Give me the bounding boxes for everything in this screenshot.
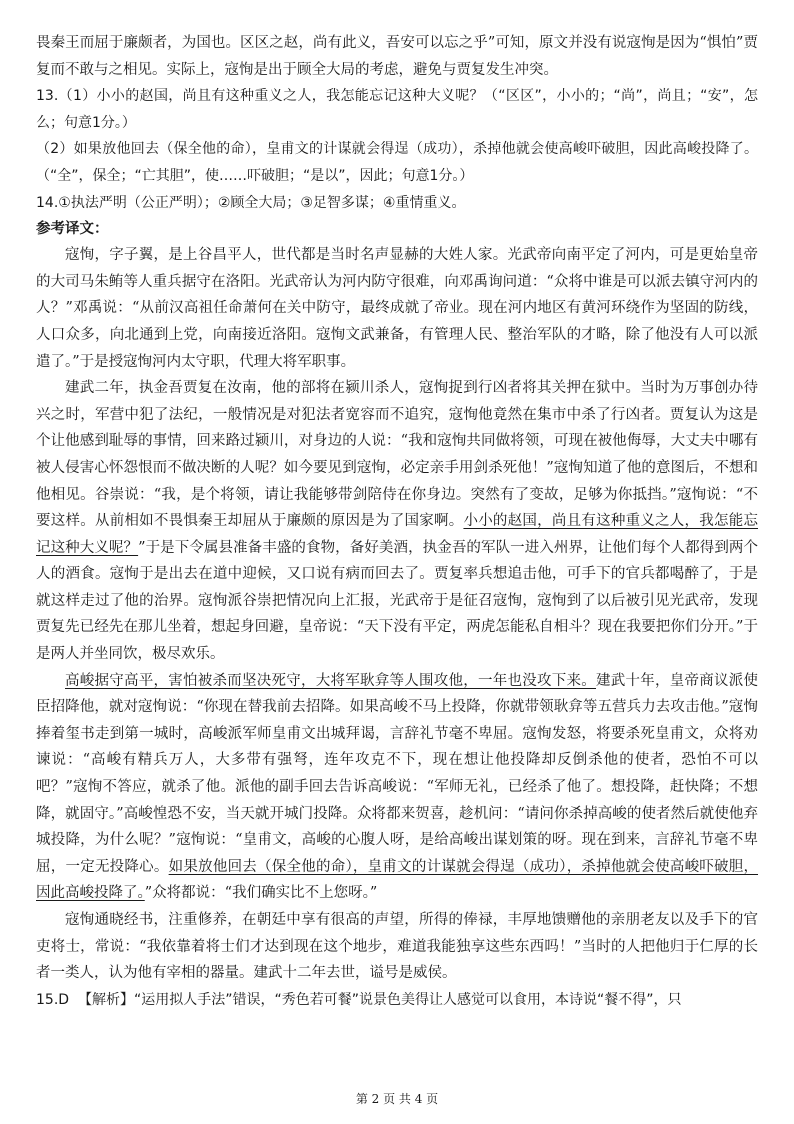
- paragraph-2-text-a: 建武二年，执金吾贾复在汝南，他的部将在颍川杀人，寇恂捉到行凶者将其关押在狱中。当时为万事创办待兴之时，军营中犯了法纪，一般情况是对犯法者宽容而不追究，寇恂他竟然在集市中杀了行凶者。贾复认为这是个让他感到耻辱的事情，回来路过颍川，对身边的人说：“我和寇恂共同做将领，可现在被他侮辱，大丈夫中哪有被人侵害心怀怨恨而不做决断的人呢？如今要见到寇恂，必定亲手用剑杀死他！”寇恂知道了他的意图后，不想和他相见。谷崇说：“我，是个将领，请让我能够带剑陪侍在你身边。突然有了变故，足够为你抵挡。”寇恂说：“不要这样。从前相如不畏惧秦王却屈从于廉颇的原因是为了国家啊。: [36, 380, 758, 530]
- answer-14: 14.①执法严明（公正严明）；②顾全大局；③足智多谋；④重情重义。: [36, 194, 466, 211]
- paragraph-3-text-b: ”众将都说：“我们确实比不上您呀。”: [144, 885, 378, 902]
- answer-15-text: “运用拟人手法”错误，“秀色若可餐”说景色美得让人感觉可以食用，本诗说“餐不得”，只: [133, 991, 682, 1008]
- translation-paragraph-2: [36, 375, 758, 668]
- analysis-continuation: 畏秦王而屈于廉颇者，为国也。区区之赵，尚有此义，吾安可以忘之乎”可知，原文并没有说寇恂是因为“惧怕”贾复而不敢与之相见。实际上，寇恂是出于顾全大局的考虑，避免与贾复发生冲突。: [36, 35, 758, 78]
- answer-13-2: （2）如果放他回去（保全他的命），皇甫文的计谋就会得逞（成功），杀掉他就会使高峻吓破胆，因此高峻投降了。（“全”，保全；“亡其胆”，使……吓破胆；“是以”，因此；句意1分。）: [36, 141, 758, 184]
- translation-paragraph-3: [36, 668, 758, 907]
- paragraph-2-text-b: ”于是下令属县准备丰盛的食物，备好美酒，执金吾的军队一进入州界，让他们每个人都得到两个人的酒食。寇恂于是出去在道中迎候，又口说有病而回去了。贾复率兵想追击他，可手下的官兵都喝醉了，于是就这样走过了他的治界。寇恂派谷崇把情况向上汇报，光武帝于是征召寇恂，寇恂到了以后被引见光武帝，发现贾复先已经先在那儿坐着，想起身回避，皇帝说：“天下没有平定，两虎怎能私自相斗？现在我要把你们分开。”于是两人并坐同饮，极尽欢乐。: [36, 539, 758, 663]
- page-footer: 第 2 页 共 4 页: [355, 1092, 439, 1106]
- underlined-sentence-2: 高峻据守高平，害怕被杀而坚决死守，大将军耿弇等人围攻他，一年也没攻下来。: [65, 672, 596, 689]
- translation-paragraph-4: 寇恂通晓经书，注重修养，在朝廷中享有很高的声望，所得的俸禄，丰厚地馈赠他的亲朋老友以及手下的官吏将士，常说：“我依靠着将士们才达到现在这个地步，难道我能独享这些东西吗！”当时的人把他归于仁厚的长者一类人，认为他有宰相的器量。建武十二年去世，谥号是威侯。: [36, 912, 758, 982]
- answer-13-1: 13.（1）小小的赵国，尚且有这种重义之人，我怎能忘记这种大义呢？（“区区”，小小的；“尚”，尚且；“安”，怎么；句意1分。）: [36, 88, 758, 131]
- answer-15: [36, 987, 758, 1014]
- translation-heading: 参考译文：: [36, 221, 109, 238]
- answer-15-tag: 【解析】: [77, 991, 134, 1008]
- document-page: [36, 30, 758, 1013]
- answer-15-number: 15.D: [36, 991, 70, 1008]
- underlined-sentence-3: 如果放他回去（保全他的命），皇甫文的计谋就会得逞（成功），杀掉他就会使高峻吓破胆，因此高峻投降了。: [36, 858, 759, 902]
- translation-paragraph-1: 寇恂，字子翼，是上谷昌平人，世代都是当时名声显赫的大姓人家。光武帝向南平定了河内，可是更始皇帝的大司马朱鲔等人重兵据守在洛阳。光武帝认为河内防守很难，向邓禹询问道：“众将中谁是可以派去镇守河内的人？”邓禹说：“从前汉高祖任命萧何在关中防守，最终成就了帝业。现在河内地区有黄河环绕作为坚固的防线，人口众多，向北通到上党，向南接近洛阳。寇恂文武兼备，有管理人民、整治军队的才略，除了他没有人可以派遣了。”于是授寇恂河内太守职，代理大将军职事。: [36, 247, 758, 370]
- paragraph-3-text-a: 建武十年，皇帝商议派使臣招降他，就对寇恂说：“你现在替我前去招降。如果高峻不马上投降，你就带领耿弇等五营兵力去攻击他。”寇恂捧着玺书走到第一城时，高峻派军师皇甫文出城拜谒，言辞礼节毫不卑屈。寇恂发怒，将要杀死皇甫文，众将劝谏说：“高峻有精兵万人，大多带有强弩，连年攻克不下，现在想让他投降却反倒杀他的使者，恐怕不可以吧？”寇恂不答应，就杀了他。派他的副手回去告诉高峻说：“军师无礼，已经杀了他了。想投降，赶快降；不想降，就固守。”高峻惶恐不安，当天就开城门投降。众将都来贺喜，趁机问：“请问你杀掉高峻的使者然后就使他弃城投降，为什么呢？”寇恂说：“皇甫文，高峻的心腹人呀，是给高峻出谋划策的呀。现在到来，言辞礼节毫不卑屈，一定无投降心。: [36, 672, 758, 875]
- underlined-sentence-1: 小小的赵国，尚且有这种重义之人，我怎能忘记这种大义呢？: [36, 513, 759, 556]
